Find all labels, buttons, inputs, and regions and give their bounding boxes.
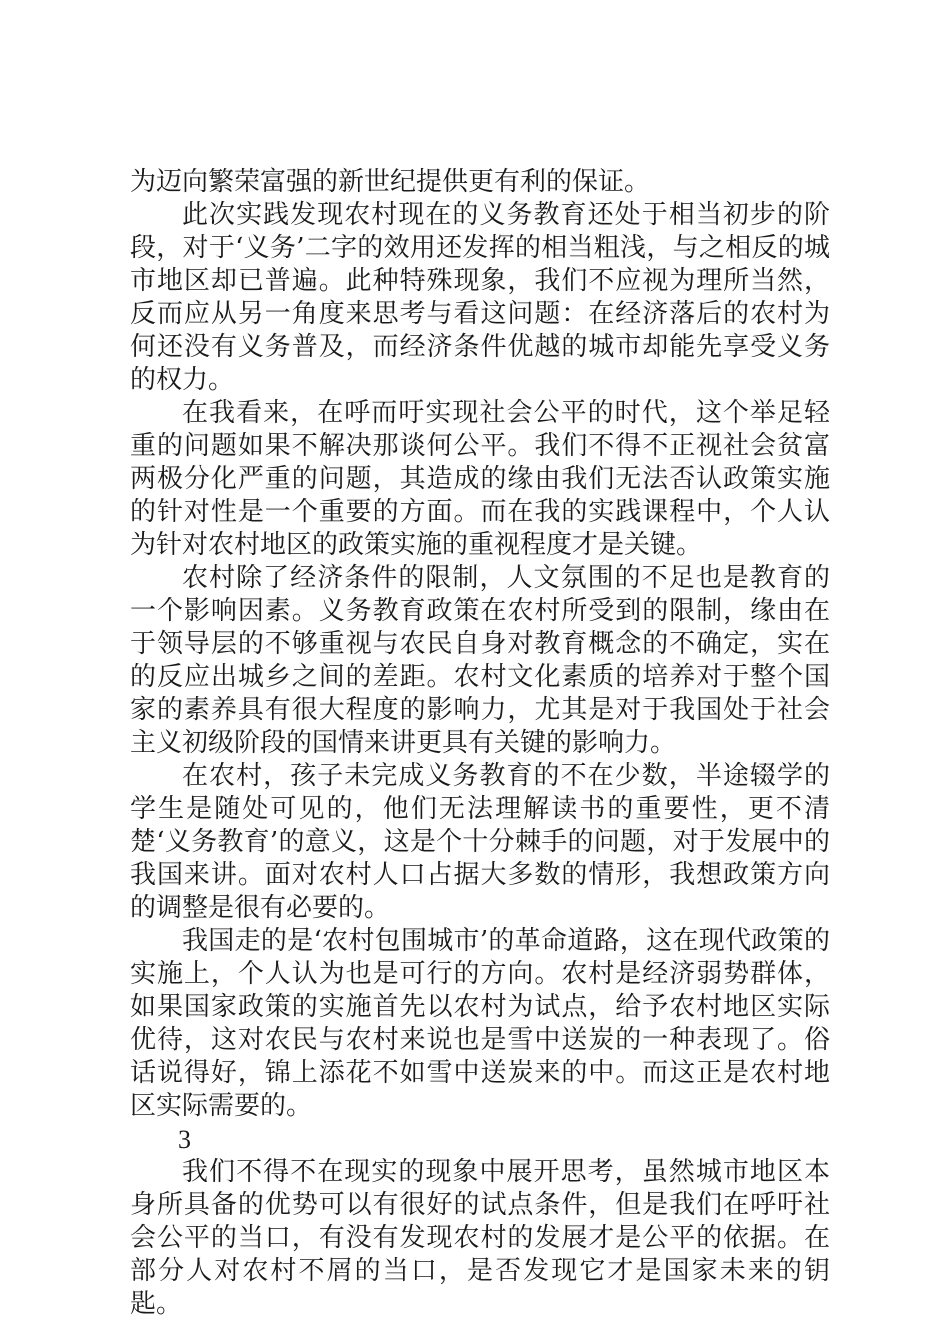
paragraph-cultural-factors: 农村除了经济条件的限制，人文氛围的不足也是教育的一个影响因素。义务教育政策在农村所受到的限制，缘由在于领导层的不够重视与农民自身对教育概念的不确定，实在的反应出城乡之间的差距。农村文化素质的培养对于整个国家的素养具有很大程度的影响力，尤其是对于我国处于社会主义初级阶段的国情来讲更具有关键的影响力。: [130, 563, 830, 758]
paragraph-fairness: 在我看来，在呼而吁实现社会公平的时代，这个举足轻重的问题如果不解决那谈何公平。我们不得不正视社会贫富两极分化严重的问题，其造成的缘由我们无法否认政策实施的针对性是一个重要的方面。而在我的实践课程中，个人认为针对农村地区的政策实施的重视程度才是关键。: [130, 398, 830, 560]
paragraph-policy-direction: 我国走的是‘农村包围城市’的革命道路，这在现代政策的实施上，个人认为也是可行的方向。农村是经济弱势群体，如果国家政策的实施首先以农村为试点，给予农村地区实际优待，这对农民与农村来说也是雪中送炭的一种表现了。俗话说得好，锦上添花不如雪中送炭来的中。而这正是农村地区实际需要的。: [130, 926, 830, 1121]
paragraph-practice-findings: 此次实践发现农村现在的义务教育还处于相当初步的阶段，对于‘义务’二字的效用还发挥的相当粗浅，与之相反的城市地区却已普遍。此种特殊现象，我们不应视为理所当然，反而应从另一角度来思考与看这问题：在经济落后的农村为何还没有义务普及，而经济条件优越的城市却能先享受义务的权力。: [130, 200, 830, 395]
paragraph-continuation: 为迈向繁荣富强的新世纪提供更有利的保证。: [130, 167, 651, 197]
document-page: [130, 166, 830, 1321]
paragraph-closing: 我们不得不在现实的现象中展开思考，虽然城市地区本身所具备的优势可以有很好的试点条件，但是我们在呼吁社会公平的当口，有没有发现农村的发展才是公平的依据。在部分人对农村不屑的当口，是否发现它才是国家未来的钥匙。: [130, 1157, 830, 1319]
paragraph-dropout: 在农村，孩子未完成义务教育的不在少数，半途辍学的学生是随处可见的，他们无法理解读书的重要性，更不清楚‘义务教育’的意义，这是个十分棘手的问题，对于发展中的我国来讲。面对农村人口占据大多数的情形，我想政策方向的调整是很有必要的。: [130, 761, 830, 923]
page-number: 3: [178, 1125, 191, 1154]
